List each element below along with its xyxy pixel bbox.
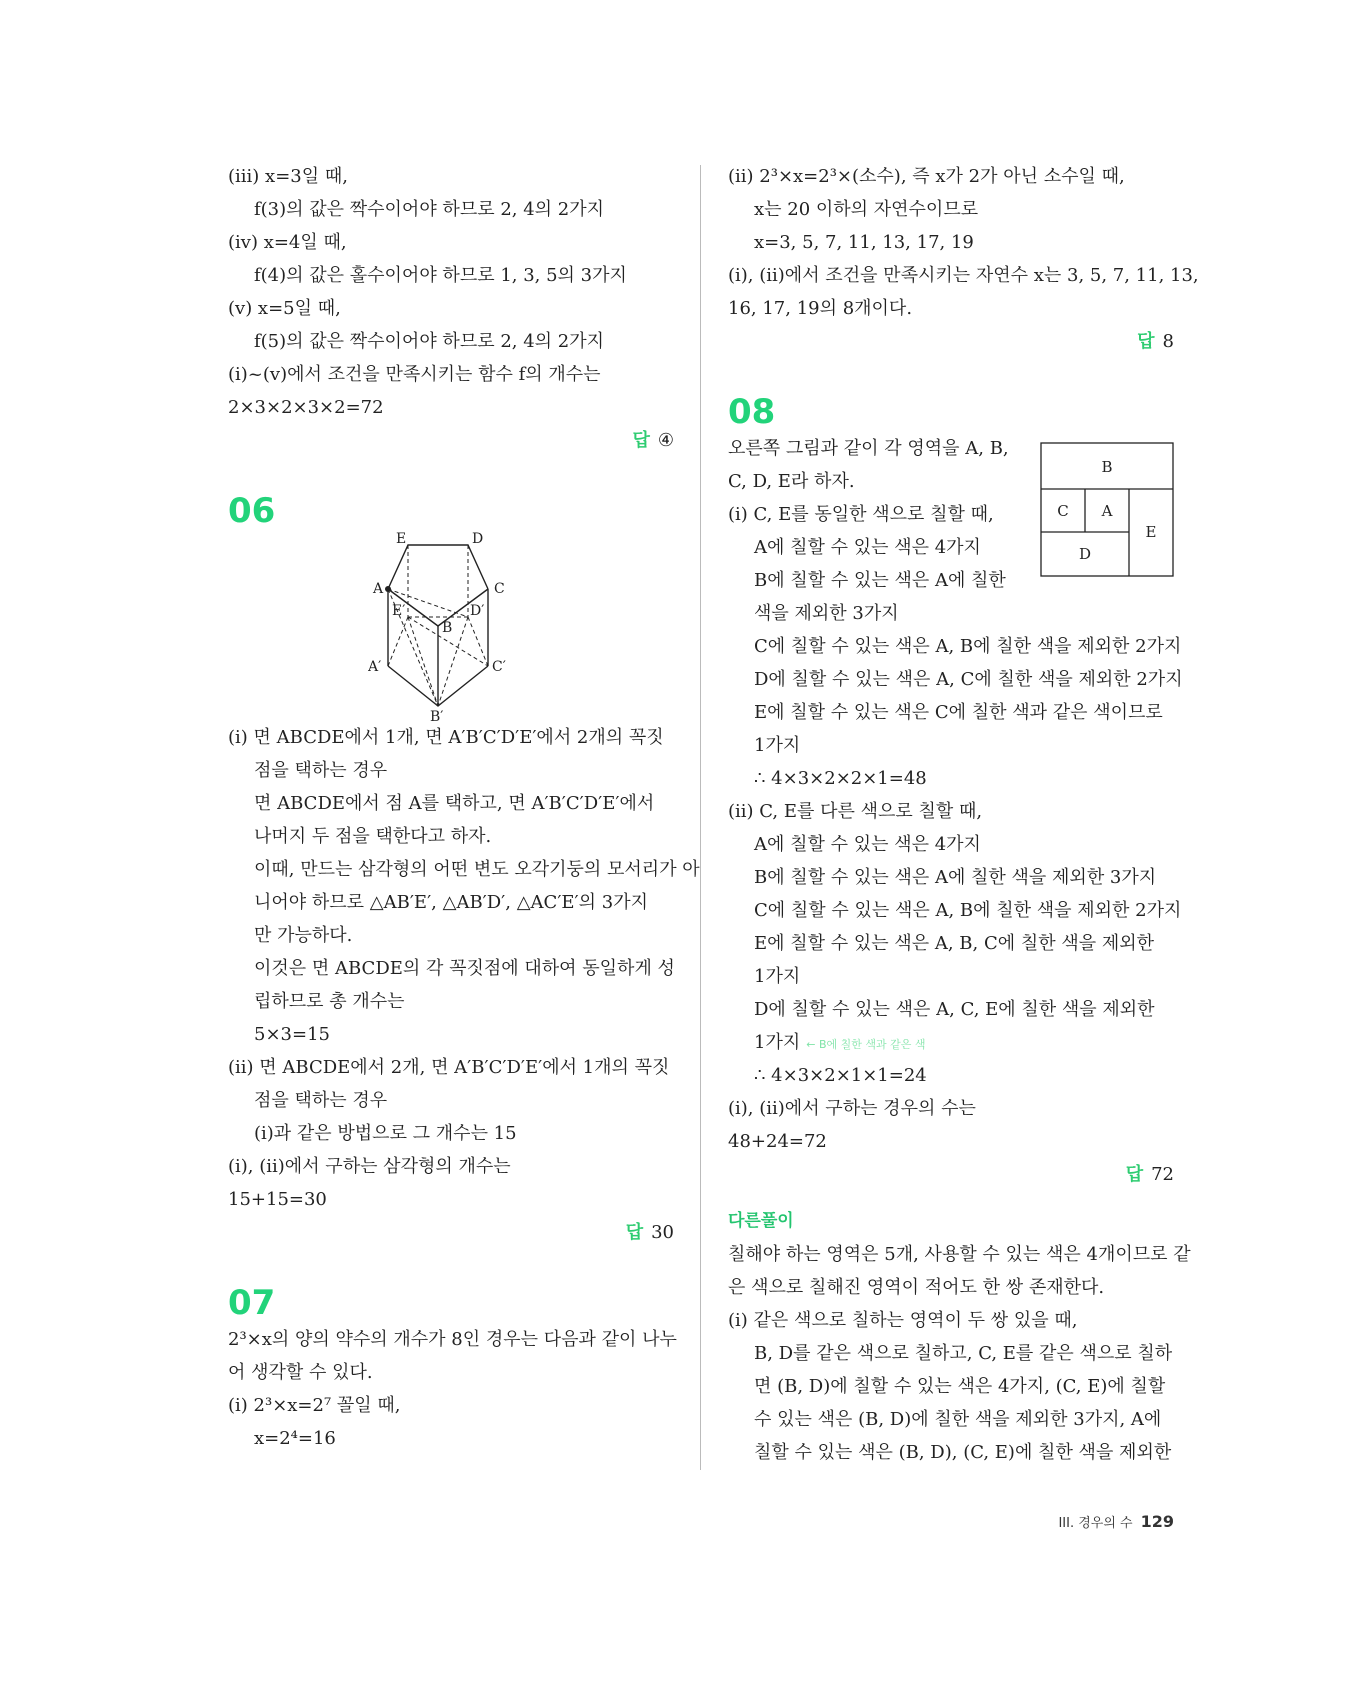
text-line: (ii) 면 ABCDE에서 2개, 면 A′B′C′D′E′에서 1개의 꼭짓	[228, 1057, 670, 1078]
text-line: (i)~(v)에서 조건을 만족시키는 함수 f의 개수는	[228, 364, 601, 385]
text-line: 은 색으로 칠해진 영역이 적어도 한 쌍 존재한다.	[728, 1277, 1105, 1298]
text-line: (ii) C, E를 다른 색으로 칠할 때,	[728, 801, 983, 822]
text-line: (i), (ii)에서 조건을 만족시키는 자연수 x는 3, 5, 7, 11, 13,	[728, 265, 1199, 286]
text-line: ∴ 4×3×2×1×1=24	[754, 1065, 927, 1086]
text-line: (i), (ii)에서 구하는 삼각형의 개수는	[228, 1156, 511, 1177]
text-line: B에 칠할 수 있는 색은 A에 칠한 색을 제외한 3가지	[754, 867, 1157, 888]
text-line: 니어야 하므로 △AB′E′, △AB′D′, △AC′E′의 3가지	[254, 892, 648, 913]
text-line: 나머지 두 점을 택한다고 하자.	[254, 826, 492, 847]
region-b-label: B	[1101, 458, 1113, 476]
text-line: (i)과 같은 방법으로 그 개수는 15	[254, 1123, 517, 1144]
text-line: f(5)의 값은 짝수이어야 하므로 2, 4의 2가지	[254, 331, 604, 352]
text-line: x는 20 이하의 자연수이므로	[754, 199, 979, 220]
text-line: (i), (ii)에서 구하는 경우의 수는	[728, 1098, 976, 1119]
text-line: A에 칠할 수 있는 색은 4가지	[754, 834, 981, 855]
region-grid-figure	[1040, 442, 1175, 582]
label-a: A	[373, 581, 384, 597]
text-line: 48+24=72	[728, 1131, 827, 1152]
text-line: f(3)의 값은 짝수이어야 하므로 2, 4의 2가지	[254, 199, 604, 220]
region-a-label: A	[1101, 502, 1113, 520]
answer-label: 답	[625, 1222, 644, 1243]
answer-label: 답	[632, 430, 650, 451]
text-line: D에 칠할 수 있는 색은 A, C에 칠한 색을 제외한 2가지	[754, 669, 1183, 690]
text-line: 만 가능하다.	[254, 925, 353, 946]
text-line: 이때, 만드는 삼각형의 어떤 변도 오각기둥의 모서리가 아	[254, 859, 700, 880]
region-c-label: C	[1057, 502, 1069, 520]
text-line: (iv) x=4일 때,	[228, 232, 347, 253]
text-line: x=2⁴=16	[254, 1428, 336, 1449]
vertex-a-dot	[385, 586, 391, 592]
problem-number-07: 07	[228, 1283, 276, 1323]
page-number: 129	[1140, 1512, 1174, 1531]
region-e-label: E	[1145, 523, 1157, 541]
text-line: 2×3×2×3×2=72	[228, 397, 384, 418]
region-d-label: D	[1078, 545, 1092, 563]
pentagonal-prism-figure	[228, 531, 674, 721]
text-line: 5×3=15	[254, 1024, 330, 1045]
column-divider	[700, 165, 701, 1470]
text-line: (i) 같은 색으로 칠하는 영역이 두 쌍 있을 때,	[728, 1310, 1078, 1331]
right-column	[728, 160, 1199, 1469]
text-line: C에 칠할 수 있는 색은 A, B에 칠한 색을 제외한 2가지	[754, 636, 1182, 657]
text-line	[728, 1026, 1174, 1059]
answer-value: ④	[657, 430, 674, 451]
answer-label: 답	[1125, 1164, 1144, 1185]
label-c-prime: C′	[492, 659, 506, 675]
answer-label: 답	[1137, 331, 1155, 352]
text-line: A에 칠할 수 있는 색은 4가지	[754, 537, 981, 558]
text-line: (ii) 2³×x=2³×(소수), 즉 x가 2가 아닌 소수일 때,	[728, 166, 1125, 187]
text-line: (i) C, E를 동일한 색으로 칠할 때,	[728, 504, 994, 525]
text-line: E에 칠할 수 있는 색은 A, B, C에 칠한 색을 제외한	[754, 933, 1155, 954]
text-line: 15+15=30	[228, 1189, 327, 1210]
chapter-title: III. 경우의 수	[1058, 1516, 1133, 1531]
text-line: (v) x=5일 때,	[228, 298, 341, 319]
text-line: B, D를 같은 색으로 칠하고, C, E를 같은 색으로 칠하	[754, 1343, 1173, 1364]
text-line: ∴ 4×3×2×2×1=48	[754, 768, 927, 789]
prism-svg	[368, 531, 538, 721]
left-column	[228, 160, 700, 1455]
text-line: 어 생각할 수 있다.	[228, 1362, 373, 1383]
text-line: 16, 17, 19의 8개이다.	[728, 298, 913, 319]
text-line: C, D, E라 하자.	[728, 471, 855, 492]
answer-line	[228, 424, 674, 457]
text-line: 칠해야 하는 영역은 5개, 사용할 수 있는 색은 4개이므로 같	[728, 1244, 1191, 1265]
text-line: 면 ABCDE에서 점 A를 택하고, 면 A′B′C′D′E′에서	[254, 793, 655, 814]
label-e-prime: E′	[392, 603, 406, 619]
text-line: 1가지	[754, 966, 801, 987]
text-line: 칠할 수 있는 색은 (B, D), (C, E)에 칠한 색을 제외한	[754, 1442, 1172, 1463]
side-note: ← B에 칠한 색과 같은 색	[806, 1038, 926, 1051]
answer-value: 30	[651, 1222, 674, 1243]
answer-value: 72	[1151, 1164, 1174, 1185]
text-line: (i) 면 ABCDE에서 1개, 면 A′B′C′D′E′에서 2개의 꼭짓	[228, 727, 664, 748]
answer-value: 8	[1162, 331, 1174, 352]
text-line: 1가지	[754, 735, 801, 756]
text-line: f(4)의 값은 홀수이어야 하므로 1, 3, 5의 3가지	[254, 265, 627, 286]
text-span: 1가지	[754, 1032, 801, 1053]
label-d-prime: D′	[470, 603, 485, 619]
text-line: 2³×x의 양의 약수의 개수가 8인 경우는 다음과 같이 나누	[228, 1329, 677, 1350]
text-line: 이것은 면 ABCDE의 각 꼭짓점에 대하여 동일하게 성	[254, 958, 675, 979]
text-line: 면 (B, D)에 칠할 수 있는 색은 4가지, (C, E)에 칠할	[754, 1376, 1166, 1397]
text-line: x=3, 5, 7, 11, 13, 17, 19	[754, 232, 974, 253]
text-line: 수 있는 색은 (B, D)에 칠한 색을 제외한 3가지, A에	[754, 1409, 1162, 1430]
label-b: B	[442, 620, 453, 636]
label-e: E	[396, 531, 407, 547]
label-b-prime: B′	[430, 709, 444, 721]
text-line: B에 칠할 수 있는 색은 A에 칠한	[754, 570, 1006, 591]
text-line: (i) 2³×x=2⁷ 꼴일 때,	[228, 1395, 401, 1416]
problem-number-08: 08	[728, 392, 776, 432]
alternative-solution-title: 다른풀이	[728, 1211, 794, 1231]
text-line: C에 칠할 수 있는 색은 A, B에 칠한 색을 제외한 2가지	[754, 900, 1182, 921]
text-line: E에 칠할 수 있는 색은 C에 칠한 색과 같은 색이므로	[754, 702, 1163, 723]
text-line: D에 칠할 수 있는 색은 A, C, E에 칠한 색을 제외한	[754, 999, 1155, 1020]
answer-line	[228, 1216, 674, 1249]
text-line: 오른쪽 그림과 같이 각 영역을 A, B,	[728, 438, 1009, 459]
problem-number-06: 06	[228, 491, 276, 531]
text-line: 색을 제외한 3가지	[754, 603, 899, 624]
label-c: C	[494, 581, 505, 597]
answer-line	[728, 1158, 1174, 1191]
text-line: 점을 택하는 경우	[254, 760, 388, 781]
label-d: D	[472, 531, 484, 547]
text-line: 립하므로 총 개수는	[254, 991, 405, 1012]
answer-line	[728, 325, 1174, 358]
label-a-prime: A′	[368, 659, 382, 675]
text-line: 점을 택하는 경우	[254, 1090, 388, 1111]
text-line: (iii) x=3일 때,	[228, 166, 348, 187]
region-grid-svg	[1040, 442, 1175, 578]
page-footer	[1058, 1512, 1174, 1531]
